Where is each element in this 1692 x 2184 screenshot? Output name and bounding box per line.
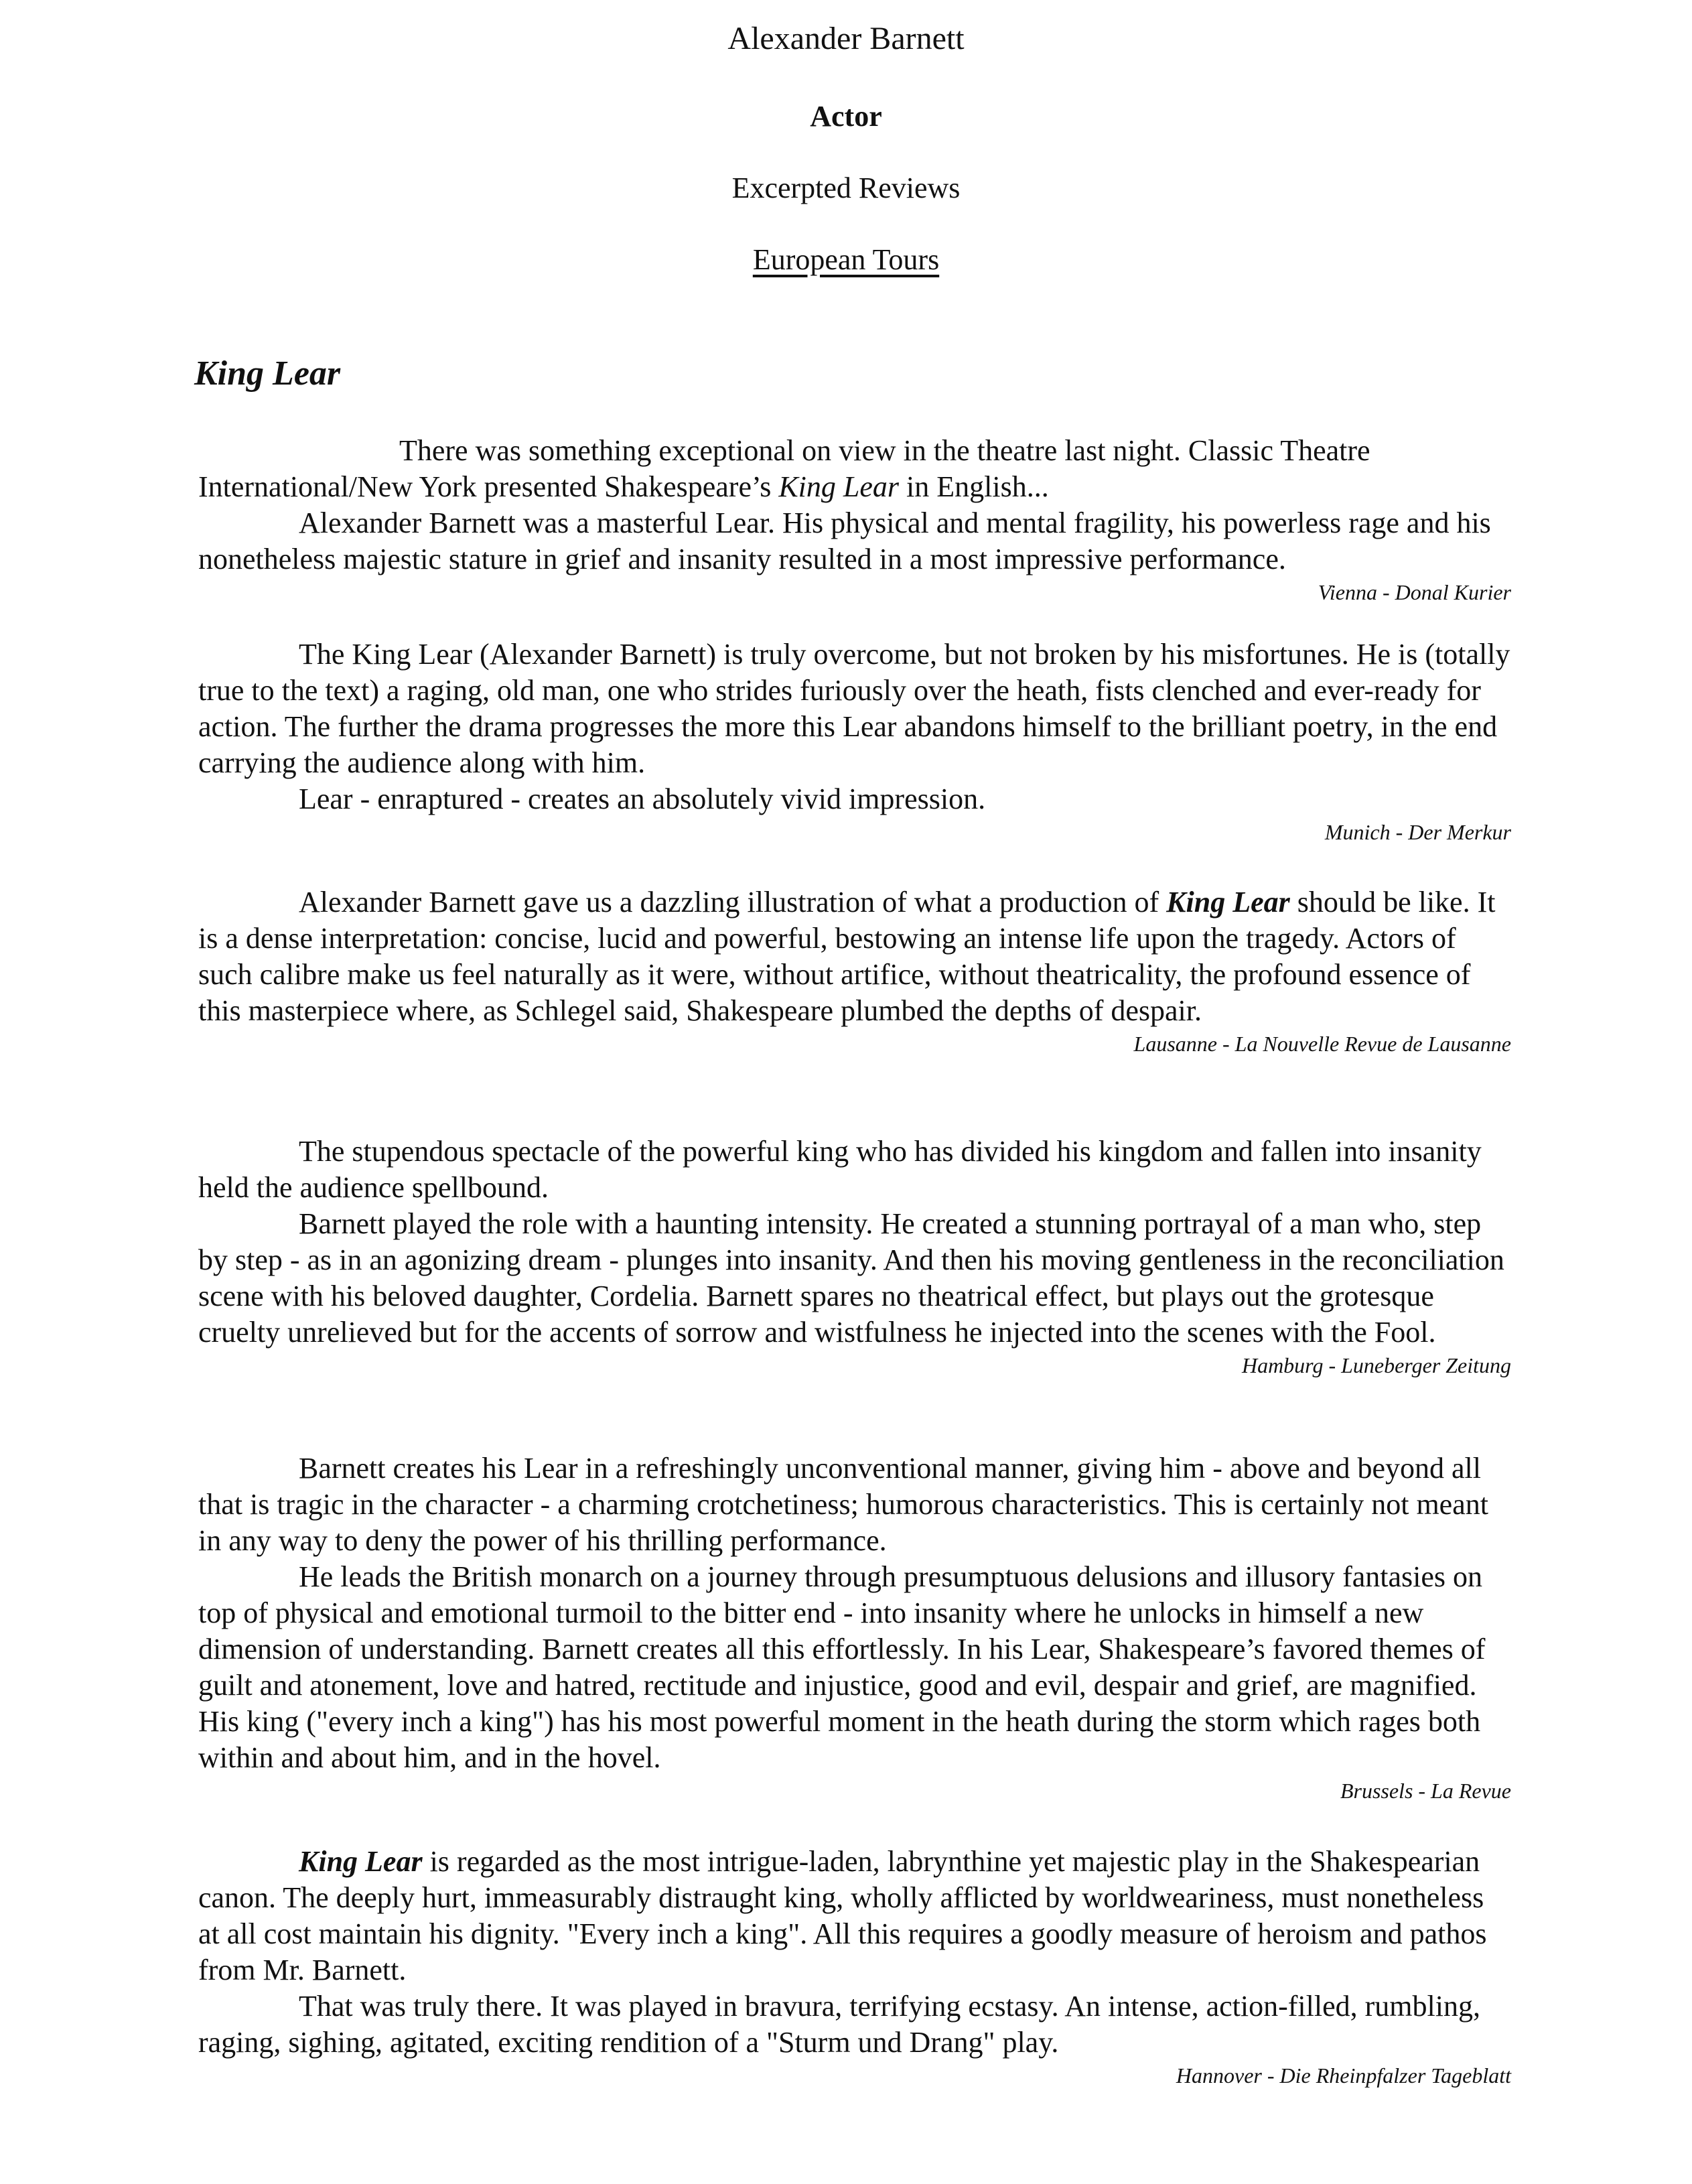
actor-role: Actor (810, 100, 882, 133)
review-paragraph: The stupendous spectacle of the powerful king who has divided his kingdom and fallen into insanity held the audience spellbound. (198, 1135, 1482, 1204)
section-title: King Lear (194, 354, 341, 393)
review-paragraph: King Lear is regarded as the most intrigue-laden, labrynthine yet majestic play in the Shakespearian canon. The deeply hurt, immeasurably distraught king, wholly afflicted by worldweariness, must nonetheless at all cost maintain his dignity. "Every inch a king". All this requires a goodly measure of heroism and pathos from Mr. Barnett. (198, 1845, 1487, 1986)
review-source: Vienna - Donal Kurier (1318, 580, 1511, 604)
review-paragraph: Alexander Barnett was a masterful Lear. His physical and mental fragility, his powerless rage and his nonetheless majestic stature in grief and insanity resulted in a most impressive performance. (198, 506, 1491, 575)
review-vienna (198, 433, 1511, 607)
review-brussels (198, 1450, 1511, 1805)
review-hamburg (198, 1134, 1511, 1380)
review-source: Hamburg - Luneberger Zeitung (1241, 1353, 1511, 1377)
review-paragraph: Lear - enraptured - creates an absolutely vivid impression. (299, 782, 986, 815)
review-paragraph: The King Lear (Alexander Barnett) is truly overcome, but not broken by his misfortunes. He is (totally true to the text) a raging, old man, one who strides furiously over the heath, fists clenched and ever-ready for action. The further the drama progresses the more this Lear abandons himself to the brilliant poetry, in the end carrying the audience along with him. (198, 638, 1510, 779)
review-hannover (198, 1844, 1511, 2090)
review-source: Lausanne - La Nouvelle Revue de Lausanne (1133, 1032, 1511, 1056)
review-lausanne (198, 884, 1511, 1059)
document-subtitle: Excerpted Reviews (731, 172, 961, 204)
play-title: King Lear (1166, 886, 1290, 918)
play-title: King Lear (778, 470, 900, 503)
review-source: Munich - Der Merkur (1324, 820, 1511, 844)
review-paragraph: Barnett creates his Lear in a refreshingly unconventional manner, giving him - above and beyond all that is tragic in the character - a charming crotchetiness; humorous characteristics. This is certainly not meant in any way to deny the power of his thrilling performance. (198, 1452, 1488, 1557)
review-paragraph: There was something exceptional on view in the theatre last night. Classic Theatre International/New York presented Shakespeare’s King Lear in English... (198, 434, 1370, 503)
actor-name: Alexander Barnett (727, 21, 965, 56)
review-munich (198, 636, 1511, 847)
play-title: King Lear (299, 1845, 423, 1878)
tour-heading: European Tours (752, 243, 940, 276)
review-paragraph: That was truly there. It was played in bravura, terrifying ecstasy. An intense, action-filled, rumbling, raging, sighing, agitated, exciting rendition of a "Sturm und Drang" play. (198, 1990, 1480, 2059)
review-paragraph: Barnett played the role with a haunting intensity. He created a stunning portrayal of a man who, step by step - as in an agonizing dream - plunges into insanity. And then his moving gentleness in the reconciliation scene with his beloved daughter, Cordelia. Barnett spares no theatrical effect, but plays out the grotesque cruelty unrelieved but for the accents of sorrow and wistfulness he injected into the scenes with the Fool. (198, 1207, 1504, 1349)
review-source: Brussels - La Revue (1340, 1779, 1511, 1803)
review-paragraph: He leads the British monarch on a journey through presumptuous delusions and illusory fantasies on top of physical and emotional turmoil to the bitter end - into insanity where he unlocks in himself a new dimension of understanding. Barnett creates all this effortlessly. In his Lear, Shakespeare’s favored themes of guilt and atonement, love and hatred, rectitude and injustice, good and evil, despair and grief, are magnified. His king ("every inch a king") has his most powerful moment in the heath during the storm which rages both within and about him, and in the hovel. (198, 1560, 1486, 1774)
review-paragraph: Alexander Barnett gave us a dazzling illustration of what a production of King Lear should be like. It is a dense interpretation: concise, lucid and powerful, bestowing an intense life upon the tragedy. Actors of such calibre make us feel naturally as it were, without artifice, without theatricality, the profound essence of this masterpiece where, as Schlegel said, Shakespeare plumbed the depths of despair. (198, 886, 1496, 1027)
review-source: Hannover - Die Rheinpfalzer Tageblatt (1176, 2063, 1511, 2088)
